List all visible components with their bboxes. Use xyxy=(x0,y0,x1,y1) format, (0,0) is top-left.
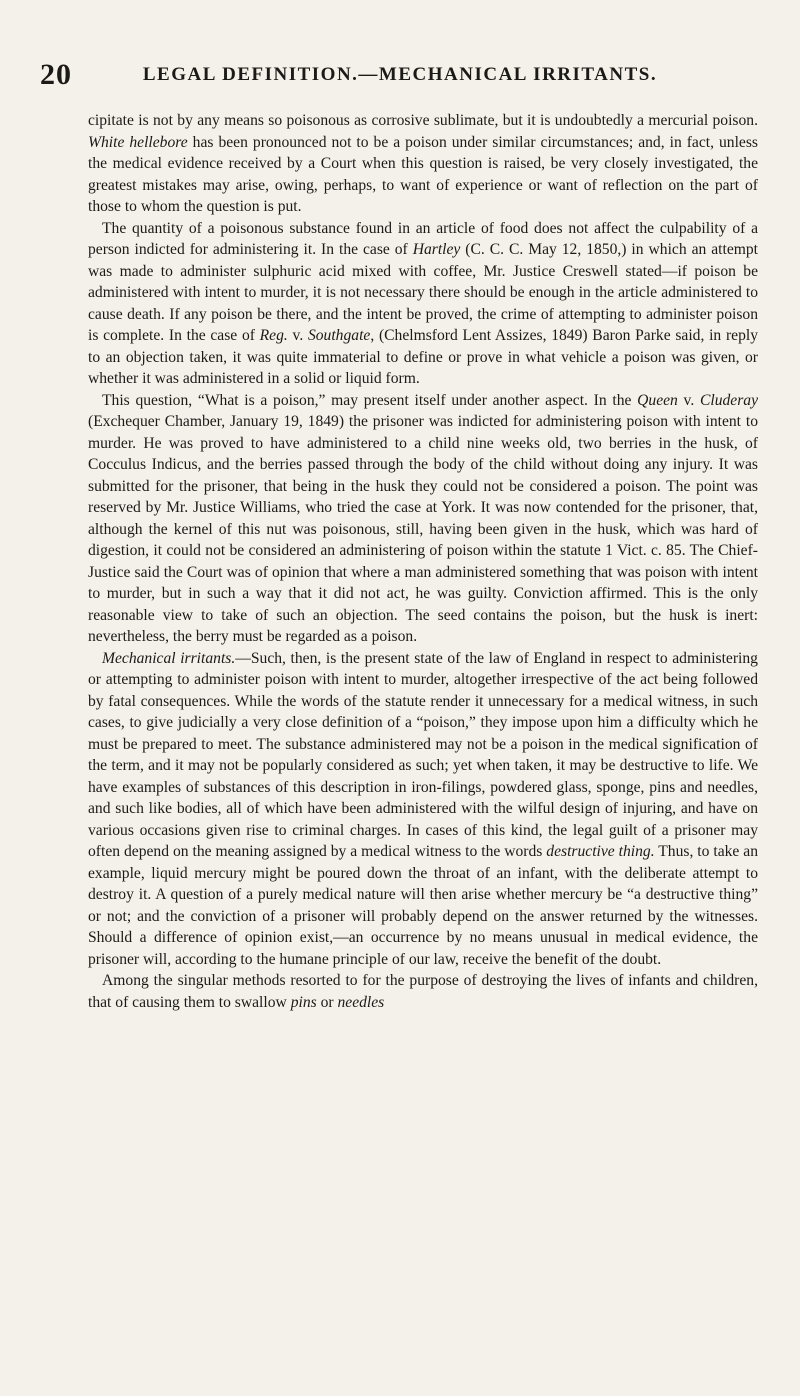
italic-run: pins xyxy=(290,993,317,1011)
paragraph xyxy=(88,218,758,390)
text-run: Thus, to take an example, liquid mercury might be poured down the throat of an infant, with the deliberate attempt to destroy it. A question of a purely medical nature will then arise whether mercury be “a destructive thing” or not; and the conviction of a prisoner will probably depend on the answer returned by the witnesses. Should a difference of opinion exist,—an occurrence by no means unusual in medical evidence, the prisoner will, according to the humane principle of our law, receive the benefit of the doubt. xyxy=(88,843,758,968)
text-run: The quantity of a poisonous substance found in an article of food does not affect the culpability of a person indicted for administering it. In the case of xyxy=(88,219,758,258)
italic-run: Reg. xyxy=(259,327,288,344)
paragraph xyxy=(88,390,758,648)
text-run: (C. C. C. May 12, 1850,) in which an attempt was made to administer sulphuric acid mixed with coffee, Mr. Justice Creswell stated—if poison be administered with intent to murder, it is not necessary there should be enough in the article administered to cause death. If any poison be there, and the intent be proved, the crime of attempting to administer poison is complete. In the case of xyxy=(88,241,758,344)
text-run: (Exchequer Chamber, January 19, 1849) the prisoner was indicted for administering poison with intent to murder. He was proved to have administered to a child nine weeks old, two berries in the husk, of Cocculus Indicus, and the berries passed through the body of the child without doing any injury. It was submitted for the prisoner, that being in the husk they could not be considered a poison. The point was reserved by Mr. Justice Williams, who tried the case at York. It was now contended for the prisoner, that, although the kernel of this nut was poisonous, still, having been given in the husk, which was hard of digestion, it could not be considered an administering of poison within the statute 1 Vict. c. 85. The Chief-Justice said the Court was of opinion that where a man administered something that was poison with intent to murder, but in such a way that it did not act, he was guilty. Conviction affirmed. This is the only reasonable view to take of such an objection. The seed contains the poison, but the husk is inert: nevertheless, the berry must be regarded as a poison. xyxy=(88,413,758,645)
text-run: , (Chelmsford Lent Assizes, 1849) Baron Parke said, in reply to an objection taken, it was quite immaterial to define or prove in what vehicle a poison was given, or whether it was administered in a solid or liquid form. xyxy=(88,327,758,387)
text-run: v. xyxy=(677,391,700,409)
page-number: 20 xyxy=(40,58,72,91)
text-run: or xyxy=(316,993,338,1011)
text-run: —Such, then, is the present state of the law of England in respect to administering or attempting to administer poison with intent to murder, altogether irrespective of the act being followed by fatal consequences. While the words of the statute render it unnecessary for a medical witness, in such cases, to give judicially a very close definition of a “poison,” they impose upon him a difficulty which he must be prepared to meet. The substance administered may not be a poison in the medical signification of the term, and it may not be popularly considered as such; yet when taken, it may be destructive to life. We have examples of substances of this description in iron-filings, powdered glass, sponge, pins and needles, and such like bodies, all of which have been administered with the wilful design of injuring, and have on various occasions given rise to criminal charges. In cases of this kind, the legal guilt of a prisoner may often depend on the meaning assigned by a medical witness to the words xyxy=(88,649,758,860)
page-header xyxy=(40,58,760,98)
paragraph xyxy=(88,970,758,1013)
paragraph xyxy=(88,648,758,971)
text-run: cipitate is not by any means so poisonous as corrosive sublimate, but it is undoubtedly a mercurial poison. xyxy=(88,112,758,129)
italic-run: destructive thing. xyxy=(546,843,655,860)
italic-run: Mechanical irritants. xyxy=(102,649,236,667)
paragraph xyxy=(88,110,758,218)
italic-run: Cluderay xyxy=(699,391,759,409)
body-text xyxy=(88,110,758,1013)
italic-run: Hartley xyxy=(412,241,461,258)
italic-run: Queen xyxy=(637,391,678,409)
running-head: LEGAL DEFINITION.—MECHANICAL IRRITANTS. xyxy=(142,64,658,85)
italic-run: needles xyxy=(337,993,385,1011)
text-run: Among the singular methods resorted to for the purpose of destroying the lives of infants and children, that of causing them to swallow xyxy=(88,972,758,1011)
italic-run: Southgate xyxy=(307,327,371,344)
text-run: has been pronounced not to be a poison under similar circumstances; and, in fact, unless the medical evidence received by a Court when this question is raised, be very closely investigated, the greatest mistakes may arise, owing, perhaps, to want of experience or want of reflection on the part of those to whom the question is put. xyxy=(88,133,758,215)
text-run: v. xyxy=(287,327,308,344)
italic-run: White hellebore xyxy=(88,133,188,151)
text-run: This question, “What is a poison,” may present itself under another aspect. In the xyxy=(102,391,638,409)
